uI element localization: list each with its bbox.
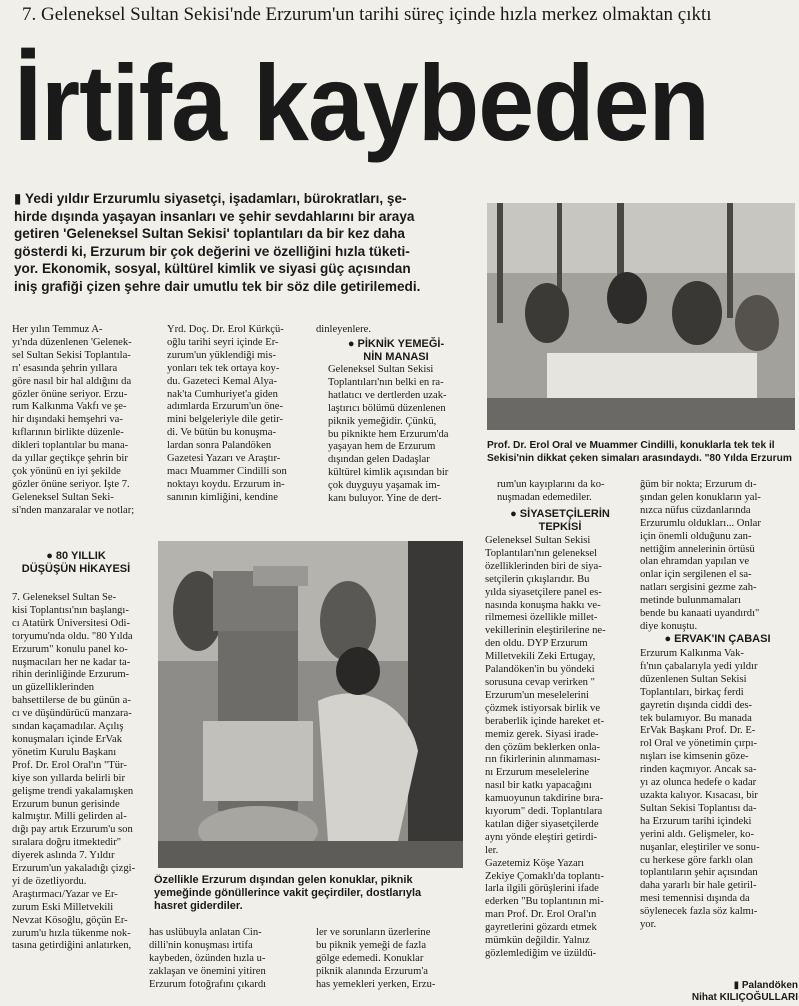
body-line: ErVak Başkanı Prof. Dr. E- — [640, 725, 756, 737]
body-line: nak'ta Cumhuriyet'a giden — [167, 388, 278, 400]
body-line: kanı buluyor. Yine de dert- — [328, 493, 442, 505]
body-line: kültürel kimlik açısından bir — [328, 467, 449, 479]
subhead-line: ● SİYASETÇİLERİN — [510, 508, 610, 520]
body-line: Erzurum fotoğrafını çıkardı — [149, 978, 267, 990]
body-line: den oldu. DYP Erzurum — [485, 638, 588, 650]
caption-line: Prof. Dr. Erol Oral ve Muammer Cindilli, konuklarla tek tek il — [487, 440, 775, 451]
body-line: laştırıcı bölümü düzenlenen — [328, 402, 446, 414]
column-5-top — [640, 479, 795, 634]
body-line: Erzurumlu oldukları... Onlar — [640, 517, 761, 529]
body-line: yaşayan hem de Erzurum — [328, 441, 436, 453]
body-line: gölge edemedi. Konuklar — [316, 952, 424, 964]
body-line: Gazetemiz Köşe Yazarı — [485, 857, 585, 869]
body-line: rihin derinliğinde Erzurum- — [12, 669, 130, 681]
body-line: çok yönünü en iyi şekilde — [12, 465, 121, 477]
body-line: cu herkese göre farklı olan — [640, 854, 753, 866]
body-line: zurum'un yüklendiği mis- — [167, 349, 277, 361]
body-line: gözlemlediğim ve üzüldü- — [485, 948, 597, 959]
body-line: Geleneksel Sultan Sekisi — [485, 535, 591, 546]
photo-top-right-image — [487, 203, 795, 430]
lead-line: ▮ Yedi yıldır Erzurumlu siyasetçi, işadamları, bürokratları, şe- — [14, 191, 407, 206]
lead-line: iniş grafiği çizen şehre dair umutlu tek bir söz dile getirilemedi. — [14, 278, 421, 294]
column-1-top — [12, 324, 140, 518]
body-line: gözler önüne seriyor. İşte 7. — [12, 478, 130, 490]
body-line: Nevzat Kösoğlu, göçün Er- — [12, 914, 128, 926]
body-line: bu piknik yemeği de fazla — [316, 939, 427, 951]
body-line: kamuoyunun takdirine bıra- — [485, 793, 604, 805]
body-line: nuşmacıları her ne kadar ta- — [12, 656, 131, 668]
body-line: sorusuna cevap verirken " — [485, 676, 595, 688]
body-line: yılda siyasetçilere panel es- — [485, 586, 602, 598]
body-line: Yrd. Doç. Dr. Erol Kürkçü- — [167, 324, 284, 335]
body-line: adımlarda Erzurum'un öne- — [167, 401, 284, 413]
body-line: olan ehramdan yapılan ve — [640, 556, 750, 568]
body-line: gözler önüne seriyor. Erzu- — [12, 388, 128, 400]
column-2-bottom — [147, 927, 309, 992]
photo-main — [158, 541, 463, 868]
body-line: nızca nüfus cüzdanlarında — [640, 504, 751, 516]
body-line: rı' esasında şehrin yıllara — [12, 362, 118, 374]
body-line: Milletvekili Zeki Ertugay, — [485, 651, 596, 663]
lead-paragraph — [14, 190, 484, 296]
body-line: beraberlik içinde hareket et- — [485, 715, 605, 727]
body-line: 7. Geleneksel Sultan Se- — [12, 592, 117, 603]
body-line: gayretin dışında ciddi des- — [640, 699, 753, 711]
subhead-line: ● 80 YILLIK — [46, 550, 106, 562]
body-line: diye konuştu. — [640, 620, 698, 632]
body-line: diyerek aslında 7. Yıldır — [12, 850, 115, 862]
body-line: göre nasıl bir hal aldığını da — [12, 375, 132, 387]
body-line: rın fikirlerinin alınmaması- — [485, 754, 601, 766]
body-line: dikleri toplantılar bu mana- — [12, 440, 129, 452]
column-4-top — [485, 479, 635, 505]
subhead-siyasetciler — [485, 508, 635, 534]
body-line: özelliklerinden biri de siya- — [485, 560, 602, 572]
body-line: zurum Eski Milletvekili — [12, 901, 114, 913]
body-line: Erzurum'un yakaladığı çizgi- — [12, 863, 136, 875]
body-line: hir dışındaki hemşehri va- — [12, 414, 123, 426]
body-line: Toplantıları'nın belki en ra- — [328, 376, 444, 388]
body-line: yor. — [640, 919, 657, 931]
column-3-bottom — [316, 927, 476, 992]
body-line: onlar için sergilenen el sa- — [640, 569, 752, 581]
body-line: kalmıştır. Milli gelirden al- — [12, 811, 127, 823]
byline-line: ▮ Palandöken — [733, 980, 798, 991]
body-line: du. Gazeteci Kemal Alya- — [167, 375, 278, 387]
body-line: rum Kalkınma Vakfı ve şe- — [12, 401, 127, 413]
body-line: sından kaçamadılar. Açılış — [12, 721, 124, 733]
body-line: Prof. Dr. Erol Oral'ın "Tür- — [12, 759, 127, 771]
body-line: cı Atatürk Üniversitesi Odi- — [12, 617, 130, 629]
body-line: has yemekleri yerken, Erzu- — [316, 978, 436, 990]
body-line: yonları tek tek ortaya koy- — [167, 362, 280, 374]
subhead-piknik — [316, 338, 476, 364]
body-line: den çözüm beklerken onla- — [485, 741, 601, 753]
headline: İrtifa kaybeden — [14, 42, 709, 163]
body-line: lardan sonra Palandöken — [167, 440, 272, 452]
body-line: un güzelliklerinden — [12, 682, 95, 694]
body-line: Toplantıları'nın geleneksel — [485, 547, 598, 559]
body-line: kisi Toplantısı'nın başlangı- — [12, 604, 129, 616]
caption-line: Sekisi'nin dikkat çeken simaları arasındaydı. "80 Yılda Erzurum — [487, 452, 792, 464]
column-3-top — [316, 324, 476, 337]
body-line: mesi temennisi dışında da — [640, 893, 750, 905]
body-line: ler. — [485, 844, 499, 856]
lead-line: hirde dışında yaşayan insanları ve şehir sevdahlarını bir araya — [14, 208, 415, 224]
body-line: zurum'u hızla tükenme nok- — [12, 927, 131, 939]
photo-top-right — [487, 203, 795, 430]
body-line: marı Prof. Dr. Erol Oral'ın — [485, 909, 597, 921]
body-line: düzenlenen Sultan Sekisi — [640, 673, 747, 685]
subhead-line: TEPKİSİ — [538, 521, 582, 533]
body-line: Erzurum bunun gerisinde — [12, 798, 120, 810]
body-line: nettiğim annelerinin örtüsü — [640, 543, 755, 555]
column-4-main — [485, 535, 635, 961]
body-line: çok duyguyu yaşamak im- — [328, 480, 441, 492]
body-line: yi de özetliyordu. — [12, 875, 87, 887]
body-line: cı ve düşündürücü manzara- — [12, 708, 132, 720]
lead-line: yor. Ekonomik, sosyal, kültürel kimlik ve siyasi güç açısından — [14, 261, 411, 277]
body-line: rum'un kayıplarını da ko- — [497, 479, 605, 490]
body-line: uzakta kalıyor. Kısacası, bir — [640, 789, 758, 801]
body-line: bahsettilerse de bu günün a- — [12, 695, 131, 707]
column-1-bottom — [12, 592, 140, 953]
body-line: ğüm bir nokta; Erzurum dı- — [640, 479, 757, 490]
byline — [650, 980, 798, 1004]
kicker: 7. Geleneksel Sultan Sekisi'nde Erzurum'un tarihi süreç içinde hızla merkez olmaktan çıktı — [22, 4, 712, 25]
body-line: ha Erzurum tarihi içindeki — [640, 815, 752, 827]
body-line: hatlatıcı ve dertlerden uzak- — [328, 389, 447, 401]
body-line: has uslübuyla anlatan Cin- — [149, 927, 262, 938]
body-line: aynı yönde eleştiri getirdi- — [485, 831, 598, 843]
body-line: toplantıların şehir açısından — [640, 867, 758, 879]
body-line: nı Erzurum meselelerine — [485, 767, 590, 779]
body-line: larla ilgili görüşlerini ifade — [485, 883, 599, 895]
body-line: kiye son yıllarda belirli bir — [12, 772, 125, 784]
body-line: macı Muammer Cindilli son — [167, 465, 287, 477]
body-line: vekillerinin eleştirilerine ne- — [485, 625, 606, 637]
caption-line: hasret giderdiler. — [154, 900, 243, 912]
body-line: şından gelen konukların yal- — [640, 491, 761, 503]
body-line: kıyorum" dedi. Toplantılara — [485, 806, 603, 818]
body-line: Zekiye Çomaklı'da toplantı- — [485, 870, 604, 882]
body-line: toryumu'nda oldu. "80 Yılda — [12, 630, 133, 642]
body-line: Geleneksel Sultan Seki- — [12, 491, 114, 503]
lead-line: gösterdi ki, Erzurum bir çok değerini ve özelliğini hızla tüketi- — [14, 243, 410, 259]
body-line: metinde bulunmamaları — [640, 595, 741, 607]
body-line: setçilerin çıkışlarıdır. Bu — [485, 573, 590, 585]
body-line: dinleyenlere. — [316, 324, 372, 335]
body-line: Geleneksel Sultan Sekisi — [328, 364, 434, 375]
body-line: bu piknikte hem Erzurum'da — [328, 428, 449, 440]
body-line: dilli'nin konuşması irtifa — [149, 939, 253, 951]
body-line: fı'nın çabalarıyla yedi yıldır — [640, 660, 758, 672]
body-line: nışları ise kimsenin göze- — [640, 751, 749, 763]
column-2-top — [147, 324, 309, 505]
body-line: bende bu kanaati uyandırdı" — [640, 608, 760, 620]
body-line: piknik alanında Erzurum'a — [316, 965, 428, 977]
photo-main-caption — [154, 874, 472, 913]
byline-line: Nihat KILIÇOĞULLARI — [691, 992, 798, 1003]
body-line: kaybeden, özünden hızla u- — [149, 952, 266, 964]
body-line: tasına getirdiğini anlatırken, — [12, 940, 132, 952]
subhead-80-yillik — [12, 550, 140, 576]
column-3-piknik — [316, 364, 476, 506]
body-line: sanının kimliğini, kendine — [167, 491, 278, 503]
body-line: Erzurum" konulu panel ko- — [12, 643, 128, 655]
body-line: mini belgeleriyle dile getir- — [167, 414, 283, 426]
lead-line: getiren 'Geleneksel Sultan Sekisi' toplantıları da bir kez daha — [14, 226, 405, 242]
body-line: dışından gelen Dadaşlar — [328, 454, 430, 466]
body-line: Gazetesi Yazarı ve Araştır- — [167, 453, 281, 465]
body-line: zaklaşan ve önemini yitiren — [149, 965, 266, 977]
subhead-line: ● PİKNİK YEMEĞİ- — [347, 338, 445, 350]
caption-line: Özellikle Erzurum dışından gelen konuklar, piknik — [154, 874, 413, 886]
subhead-line: ● ERVAK'IN ÇABASI — [664, 633, 771, 645]
body-line: Her yılın Temmuz A- — [12, 324, 103, 335]
body-line: rol Oral ve yönetimin çırpı- — [640, 738, 758, 750]
body-line: rilmemesi özellikle millet- — [485, 612, 598, 624]
body-line: nuşmadan edemediler. — [497, 491, 592, 503]
body-line: tek bulamıyor. Bu manada — [640, 712, 752, 724]
body-line: yı az olunca hedefe o kadar — [640, 777, 757, 789]
subhead-line: NİN MANASI — [363, 351, 429, 363]
body-line: nuşanlar, eleştiriler ve sonu- — [640, 841, 760, 853]
body-line: sel Sultan Sekisi Toplantıla- — [12, 349, 131, 361]
body-line: oğlu tarihi seyri içinde Er- — [167, 336, 279, 348]
body-line: rinden kaçmıyor. Ancak sa- — [640, 764, 757, 776]
caption-line: yemeğinde gönüllerince vakit geçirdiler, dostlarıyla — [154, 887, 422, 899]
body-line: söylenecek fazla söz kalmı- — [640, 906, 758, 918]
subhead-ervak — [640, 633, 795, 646]
body-line: noktayı koydu. Erzurum in- — [167, 478, 285, 490]
body-line: için önemli olduğunu zan- — [640, 530, 752, 542]
body-line: piknik yemeğidir. Çünkü, — [328, 415, 437, 427]
body-line: gelişme trendi yakalamışken — [12, 785, 134, 797]
body-line: konuşmaları içinde ErVak — [12, 733, 123, 745]
body-line: da yıllar geçtikçe şehrin bir — [12, 453, 128, 465]
body-line: di. Ve bütün bu konuşma- — [167, 427, 276, 439]
body-line: Araştırmacı/Yazar ve Er- — [12, 888, 118, 900]
body-line: kıflarının birlikte düzenle- — [12, 427, 124, 439]
body-line: ler ve sorunların üzerlerine — [316, 927, 431, 938]
body-line: memiz gerek. Siyasi irade- — [485, 728, 599, 740]
body-line: natları sergisini gezme zah- — [640, 582, 757, 594]
body-line: Sultan Sekisi Toplantısı da- — [640, 802, 757, 814]
body-line: yönetim Kurulu Başkanı — [12, 746, 117, 758]
photo-top-caption — [487, 440, 797, 466]
body-line: Erzurum Kalkınma Vak- — [640, 648, 744, 659]
body-line: si'nden manzaralar ve notlar; — [12, 504, 135, 516]
body-line: Toplantıları, birkaç ferdi — [640, 686, 744, 698]
body-line: Palandöken'in bu yöndeki — [485, 664, 595, 676]
body-line: sıralara doğru itmektedir" — [12, 837, 122, 849]
body-line: yerini aldı. Gelişmeler, ko- — [640, 828, 755, 840]
body-line: çözmek istiyorsak birlik ve — [485, 702, 601, 714]
column-5-main — [640, 648, 795, 932]
body-line: katılan diğer siyasetçilerde — [485, 818, 599, 830]
body-line: nasında konuşma hakkı ve- — [485, 599, 601, 611]
subhead-line: DÜŞÜŞÜN HİKAYESİ — [21, 563, 131, 575]
body-line: daha yararlı bir hale getiril- — [640, 880, 757, 892]
body-line: yı'nda düzenlenen 'Gelenek- — [12, 336, 132, 348]
body-line: mümkün değildir. Yalnız — [485, 935, 590, 947]
body-line: nasıl bir katkı yapacağını — [485, 780, 592, 792]
photo-main-image — [158, 541, 463, 868]
body-line: gayretlerini gözardı etmek — [485, 922, 597, 934]
body-line: Erzurum'un meselelerini — [485, 689, 589, 701]
body-line: dığı pay artık Erzurum'u son — [12, 824, 133, 836]
body-line: ederken "Bu toplantının mi- — [485, 896, 604, 908]
